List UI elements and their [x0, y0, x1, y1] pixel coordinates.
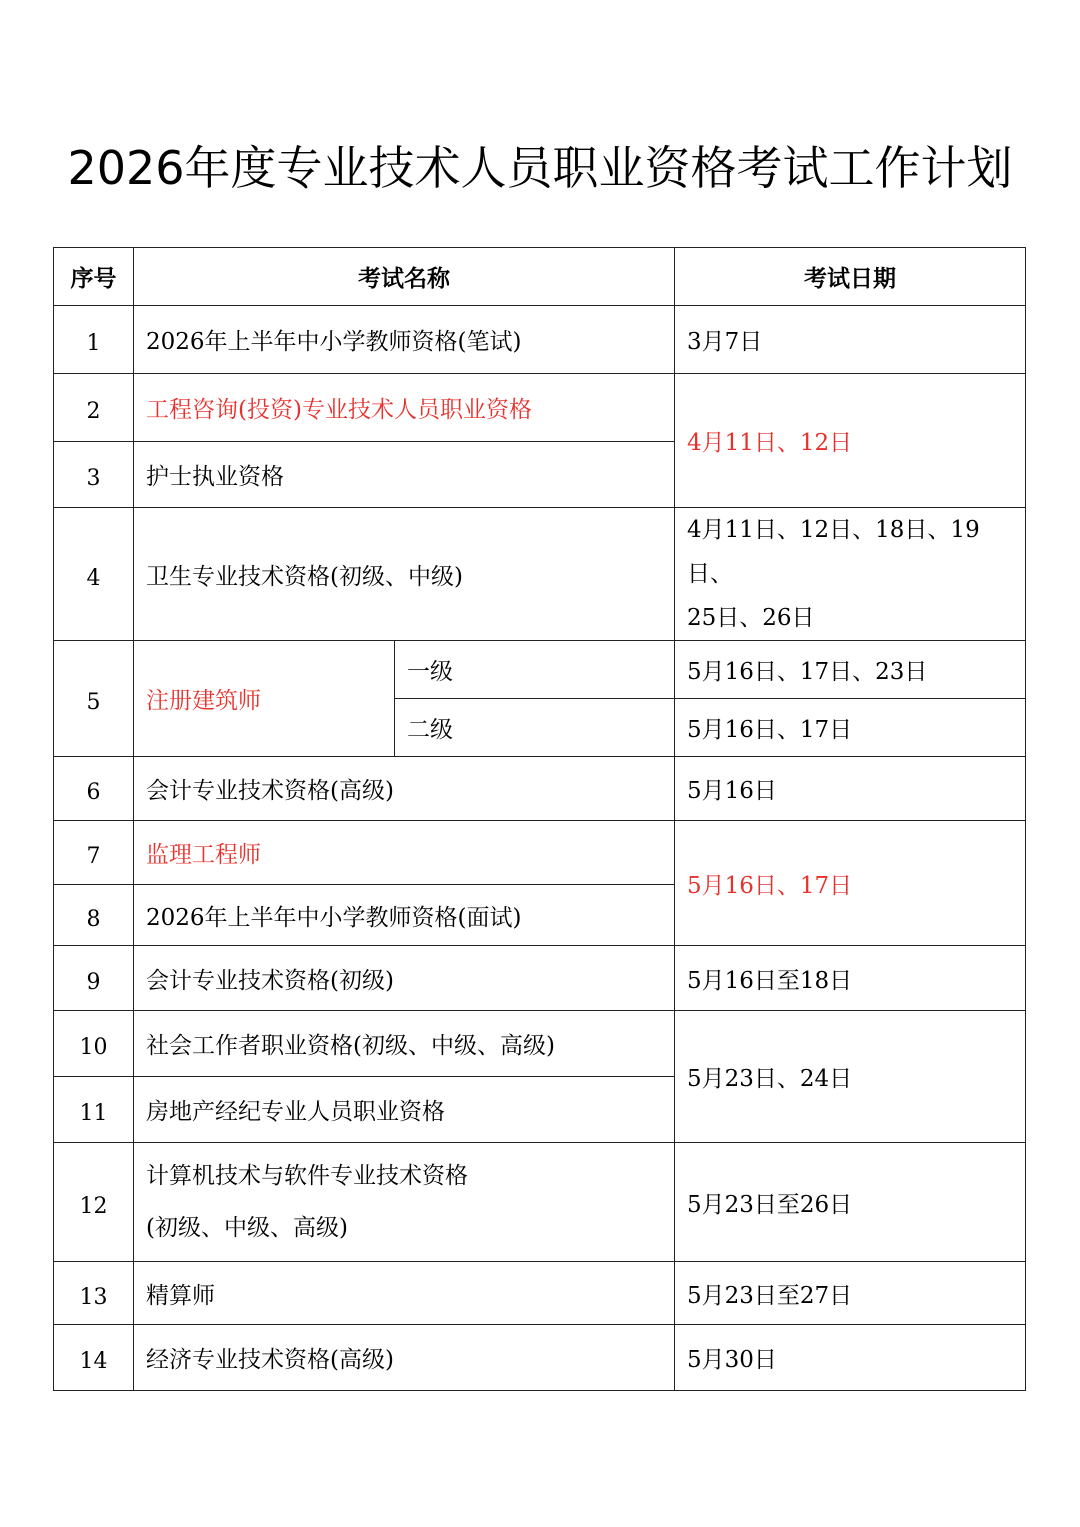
row-seq: 10	[54, 1011, 134, 1077]
row-seq: 9	[54, 946, 134, 1011]
row-exam-name: 精算师	[134, 1262, 675, 1325]
row-seq: 4	[54, 508, 134, 641]
row-exam-name: 工程咨询(投资)专业技术人员职业资格	[134, 374, 675, 442]
row-level-name: 一级	[395, 641, 675, 699]
row-exam-date: 5月23日至27日	[675, 1262, 1026, 1325]
row-level-name: 二级	[395, 699, 675, 757]
row-exam-name: 经济专业技术资格(高级)	[134, 1325, 675, 1391]
row-seq: 8	[54, 885, 134, 946]
name-line: 计算机技术与软件专业技术资格	[146, 1163, 468, 1189]
row-exam-name: 卫生专业技术资格(初级、中级)	[134, 508, 675, 641]
header-date: 考试日期	[675, 248, 1026, 306]
page-title: 2026年度专业技术人员职业资格考试工作计划	[67, 141, 1013, 195]
row-exam-date: 5月16日、17日	[675, 821, 1026, 946]
row-exam-name: 2026年上半年中小学教师资格(面试)	[134, 885, 675, 946]
table-row	[54, 1143, 1026, 1262]
row-seq: 3	[54, 442, 134, 508]
header-name: 考试名称	[134, 248, 675, 306]
date-line: 25日、26日	[687, 605, 815, 631]
row-seq: 14	[54, 1325, 134, 1391]
row-exam-name: 会计专业技术资格(初级)	[134, 946, 675, 1011]
table-row	[54, 1262, 1026, 1325]
row-seq: 2	[54, 374, 134, 442]
row-exam-date: 3月7日	[675, 306, 1026, 374]
table-row	[54, 1011, 1026, 1077]
row-exam-date	[675, 508, 1026, 641]
row-exam-name: 2026年上半年中小学教师资格(笔试)	[134, 306, 675, 374]
row-exam-name: 房地产经纪专业人员职业资格	[134, 1077, 675, 1143]
row-exam-date: 5月16日至18日	[675, 946, 1026, 1011]
header-seq: 序号	[54, 248, 134, 306]
row-exam-date: 5月23日至26日	[675, 1143, 1026, 1262]
row-seq: 13	[54, 1262, 134, 1325]
row-seq: 11	[54, 1077, 134, 1143]
table-row	[54, 374, 1026, 442]
table-row	[54, 757, 1026, 821]
row-exam-date: 5月16日、17日	[675, 699, 1026, 757]
row-exam-date: 4月11日、12日	[675, 374, 1026, 508]
row-seq: 7	[54, 821, 134, 885]
row-exam-name	[134, 1143, 675, 1262]
row-exam-date: 5月16日、17日、23日	[675, 641, 1026, 699]
row-exam-name: 会计专业技术资格(高级)	[134, 757, 675, 821]
row-exam-date: 5月30日	[675, 1325, 1026, 1391]
row-exam-name: 注册建筑师	[134, 641, 395, 757]
table-row	[54, 306, 1026, 374]
table-row	[54, 821, 1026, 885]
table-row	[54, 641, 1026, 699]
table-row	[54, 508, 1026, 641]
exam-schedule-table	[53, 247, 1026, 1391]
table-row	[54, 946, 1026, 1011]
row-seq: 1	[54, 306, 134, 374]
row-exam-name: 护士执业资格	[134, 442, 675, 508]
row-exam-name: 社会工作者职业资格(初级、中级、高级)	[134, 1011, 675, 1077]
row-exam-date: 5月16日	[675, 757, 1026, 821]
table-row	[54, 1325, 1026, 1391]
row-exam-name: 监理工程师	[134, 821, 675, 885]
date-line: 4月11日、12日、18日、19日、	[687, 517, 980, 587]
row-seq: 5	[54, 641, 134, 757]
row-exam-date: 5月23日、24日	[675, 1011, 1026, 1143]
row-seq: 12	[54, 1143, 134, 1262]
row-seq: 6	[54, 757, 134, 821]
table-header-row	[54, 248, 1026, 306]
name-line: (初级、中级、高级)	[146, 1215, 348, 1241]
